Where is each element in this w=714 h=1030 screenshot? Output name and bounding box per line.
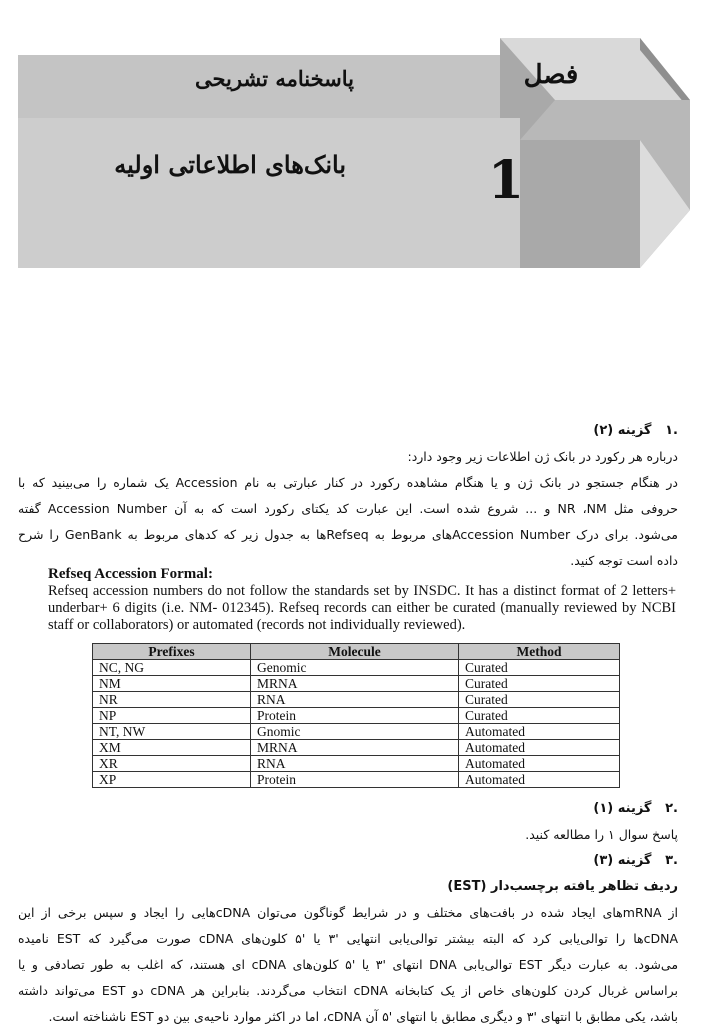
table-cell: NT, NW [93,724,251,740]
q3-line-2: cDNAها را توالی‌یابی کرد که البته بیشتر توالی‌یابی انتهایی '۳ یا '۵ کلون‌های cDNA صورت می‌گیرد که EST نامیده [18,931,678,946]
q1-line-3: حروفی مثل NR ،NM و ... شروع شده است. این عبارت کد یکتای رکورد است که به آن Accession Number گفته [18,501,678,516]
table-row [93,756,620,772]
table-cell: XM [93,740,251,756]
chapter-label: فصل [523,60,579,90]
table-cell: NP [93,708,251,724]
table-cell: RNA [251,692,459,708]
q3-line-5: باشد، یکی مطابق با انتهای '۳ و دیگری مطابق با انتهای '۵ آن cDNA، اما در اکثر موارد ناحیه‌ی بین دو EST ناشناخته است. [48,1009,678,1024]
chapter-banner [0,0,714,280]
table-row [93,708,620,724]
table-cell: Automated [459,756,620,772]
question-2-number: .۲ [665,801,678,816]
question-2-option: گزینه (۱) [593,801,652,816]
table-cell: XR [93,756,251,772]
question-3 [18,848,678,1030]
table-cell: Automated [459,724,620,740]
question-1-option: گزینه (۲) [593,423,652,438]
question-2-header [18,796,678,822]
table-header-molecule: Molecule [251,644,459,660]
chapter-title: بانک‌های اطلاعاتی اولیه [114,150,346,179]
table-cell: Protein [251,772,459,788]
question-2 [18,796,678,848]
table-cell: NR [93,692,251,708]
q1-line-4: می‌شود. برای درک Accession Numberهای مربوط به Refseqها به جدول زیر که کدهای مربوط به GenBank را شرح [18,527,678,542]
question-3-option: گزینه (۳) [593,853,652,868]
refseq-text: Refseq accession numbers do not follow the standards set by INSDC. It has a distinct format of 2 letters+ underbar+ 6 digits (i.e. NM- 012345). Refseq records can either be curated (manually reviewed by NCBI staff or collaborators) or automated (records not individually reviewed). [48,583,676,633]
table-row [93,676,620,692]
table-header-prefixes: Prefixes [93,644,251,660]
table-cell: Curated [459,660,620,676]
question-3-header [18,848,678,874]
chapter-number: 1 [487,150,525,211]
table-row [93,660,620,676]
table-cell: NM [93,676,251,692]
table-cell: NC, NG [93,660,251,676]
table-header-row [93,644,620,660]
question-1 [18,418,678,574]
table-header-method: Method [459,644,620,660]
table-cell: Automated [459,772,620,788]
table-cell: RNA [251,756,459,772]
q2-text: پاسخ سوال ۱ را مطالعه کنید. [525,827,678,842]
question-1-header [18,418,678,444]
table-row [93,740,620,756]
q1-line-5: داده است توجه کنید. [570,553,678,568]
q3-heading: ردیف تظاهر یافته برچسب‌دار (EST) [447,879,678,894]
table-row [93,724,620,740]
refseq-title: Refseq Accession Formal: [48,566,213,582]
table-cell: Curated [459,708,620,724]
table-cell: Protein [251,708,459,724]
table-cell: XP [93,772,251,788]
table-cell: Curated [459,692,620,708]
chapter-subtitle: پاسخنامه تشریحی [194,66,354,91]
table-cell: MRNA [251,740,459,756]
table-cell: Gnomic [251,724,459,740]
refseq-table [92,643,620,788]
question-3-number: .۳ [665,853,678,868]
table-cell: Genomic [251,660,459,676]
table-row [93,772,620,788]
q3-line-1: از mRNAهای ایجاد شده در بافت‌های مختلف و در شرایط گوناگون می‌توان cDNAهایی را ایجاد و سپس برخی از این [18,905,679,920]
q3-line-3: می‌شود. به عبارت دیگر EST توالی‌یابی DNA انتهای '۳ یا '۵ کلون‌های cDNA ای هستند، که اغلب به طور تصادفی و یا [18,957,679,972]
question-1-number: .۱ [665,423,678,438]
table-cell: MRNA [251,676,459,692]
table-row [93,692,620,708]
q3-line-4: براساس غربال کردن کلون‌های خاص از یک کتابخانه cDNA انتخاب می‌گردند. بنابراین هر cDNA دو EST می‌تواند داشته [18,983,678,998]
q1-line-2: در هنگام جستجو در بانک ژن و یا هنگام مشاهده رکورد در کنار عبارتی به نام Accession یک شماره را می‌بینید که با [18,475,678,490]
refseq-table-wrap [92,643,620,788]
table-cell: Automated [459,740,620,756]
table-cell: Curated [459,676,620,692]
refseq-block [48,566,676,634]
banner-graphic [0,0,714,280]
q1-line-1: درباره هر رکورد در بانک ژن اطلاعات زیر وجود دارد: [407,449,678,464]
